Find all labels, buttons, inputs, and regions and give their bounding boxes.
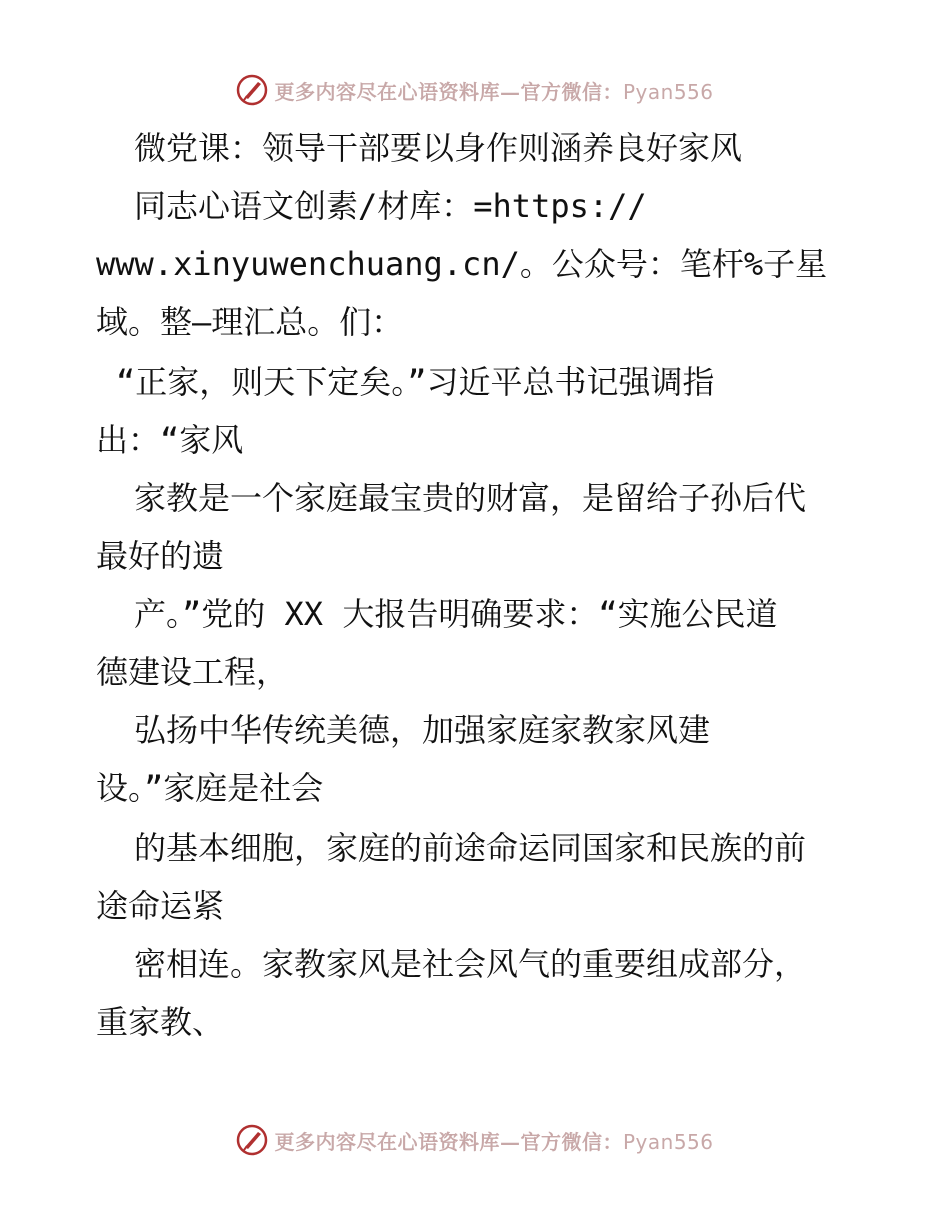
paragraph-line: 密相连。家教家风是社会风气的重要组成部分， [134,945,807,983]
paragraph-line: 的基本细胞，家庭的前途命运同国家和民族的前 [134,829,807,867]
watermark-id: Pyan556 [622,79,714,104]
paragraph-line: 弘扬中华传统美德，加强家庭家教家风建 [134,711,711,749]
watermark-id: Pyan556 [622,1129,714,1154]
footer-watermark [0,1120,950,1160]
paragraph-line: 同志心语文创素/材库：=https:// [134,187,647,225]
paragraph-line: 重家教、 [96,1003,225,1041]
paragraph-line: “正家，则天下定矣。”习近平总书记强调指 [116,363,715,401]
paragraph-line: 途命运紧 [96,887,225,925]
watermark-text: 更多内容尽在心语资料库—官方微信：Pyan556 [274,1129,714,1154]
paragraph-line: 域。整—理汇总。们： [96,303,404,341]
paragraph-line: 出：“家风 [96,421,244,459]
header-watermark [0,70,950,110]
paragraph-line: 家教是一个家庭最宝贵的财富，是留给子孙后代 [134,479,807,517]
paragraph-line: www.xinyuwenchuang.cn/。公众号：笔杆%子星 [96,245,828,283]
quill-seal-icon [236,74,268,106]
watermark-text: 更多内容尽在心语资料库—官方微信：Pyan556 [274,79,714,104]
document-title: 微党课：领导干部要以身作则涵养良好家风 [134,129,743,167]
paragraph-line: 最好的遗 [96,537,225,575]
quill-seal-icon [236,1124,268,1156]
paragraph-line: 设。”家庭是社会 [96,769,324,807]
paragraph-line: 德建设工程， [96,653,289,691]
paragraph-line: 产。”党的 XX 大报告明确要求：“实施公民道 [134,595,778,633]
